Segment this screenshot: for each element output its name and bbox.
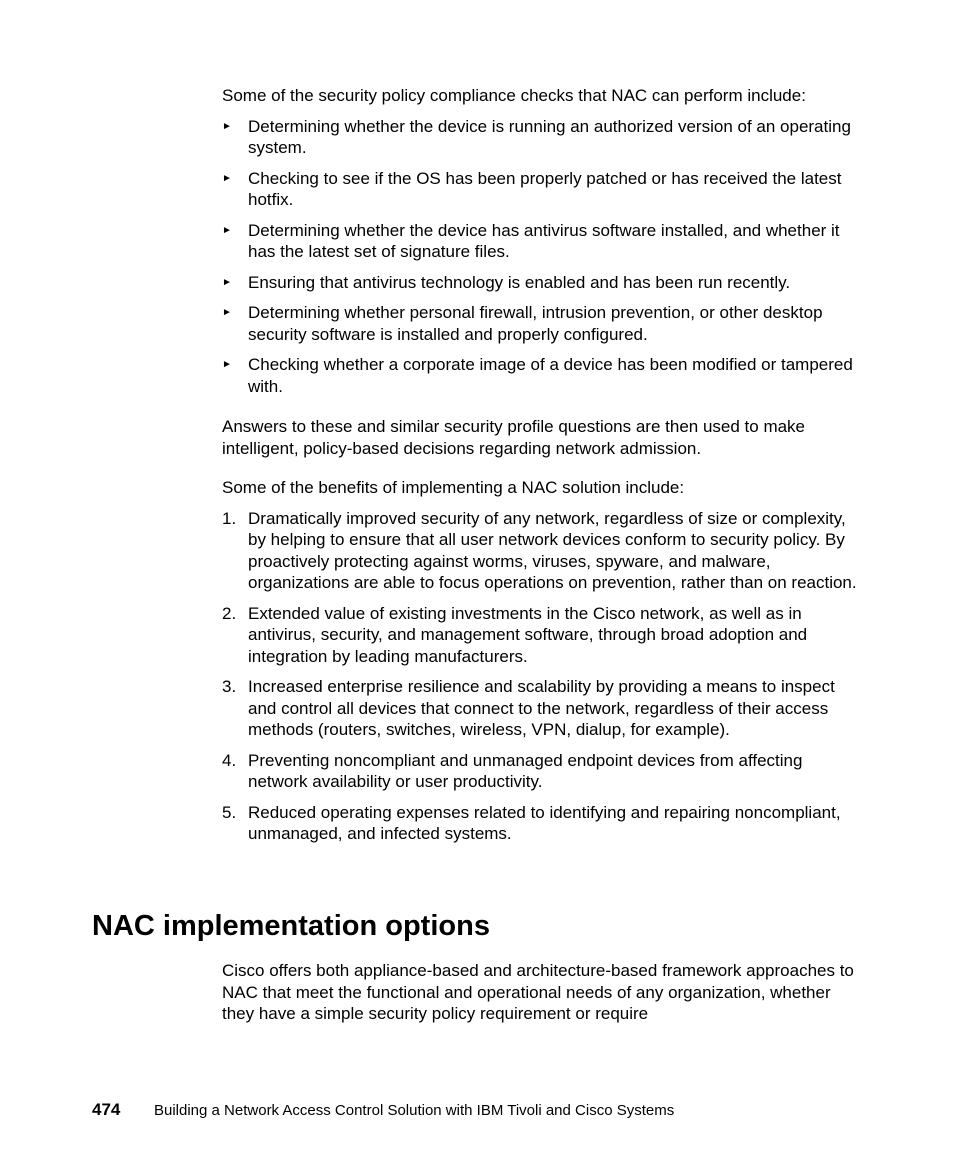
- bullet-triangle-icon: ►: [222, 307, 232, 318]
- list-item-number: 3.: [222, 677, 237, 696]
- list-item-text: Ensuring that antivirus technology is enabled and has been run recently.: [248, 272, 791, 292]
- list-item-number: 5.: [222, 802, 237, 822]
- list-item-text: Dramatically improved security of any network, regardless of size or complexity, by helping to ensure that all user network devices conform to security policy. By proactively protecting against worms, viruses, spyware, and malware, organizations are able to focus operations on prevention, rather than on reaction.: [248, 508, 857, 592]
- bullet-triangle-icon: ►: [222, 224, 232, 236]
- list-item-text: Checking whether a corporate image of a device has been modified or tampered with.: [248, 355, 853, 396]
- bullet-triangle-icon: ►: [222, 276, 232, 288]
- list-item: [222, 508, 862, 594]
- list-item: [222, 750, 862, 793]
- list-item: [222, 302, 862, 345]
- list-item-text: Extended value of existing investments in the Cisco network, as well as in antivirus, security, and management software, through broad adoption and integration by leading manufacturers.: [248, 603, 808, 666]
- benefits-section: [222, 477, 862, 854]
- list-item-text: Reduced operating expenses related to identifying and repairing noncompliant, unmanaged, and infected systems.: [248, 802, 841, 843]
- benefits-intro: Some of the benefits of implementing a NAC solution include:: [222, 478, 685, 497]
- list-item: [222, 354, 862, 397]
- compliance-checks-section: [222, 85, 862, 406]
- list-item-text: Preventing noncompliant and unmanaged endpoint devices from affecting network availability or user productivity.: [248, 750, 803, 791]
- list-item-number: 1.: [222, 508, 237, 528]
- list-item: [222, 603, 862, 668]
- list-item-text: Determining whether the device has antivirus software installed, and whether it has the latest set of signature files.: [248, 220, 840, 261]
- bullet-triangle-icon: ►: [222, 120, 232, 132]
- list-item: [222, 220, 862, 263]
- list-item-text: Increased enterprise resilience and scalability by providing a means to inspect and control all devices that connect to the network, regardless of their access methods (routers, switches, wireless, VPN, dialup, for example).: [248, 677, 835, 739]
- list-item: [222, 168, 862, 211]
- answers-paragraph: Answers to these and similar security profile questions are then used to make intelligent, policy-based decisions regarding network admission.: [222, 417, 806, 458]
- list-item: [222, 116, 862, 159]
- list-item-text: Determining whether personal firewall, intrusion prevention, or other desktop security software is installed and properly configured.: [248, 303, 823, 344]
- benefits-list: [222, 508, 862, 845]
- list-item-number: 2.: [222, 603, 237, 623]
- page-number: 474: [92, 1100, 121, 1119]
- bullet-triangle-icon: ►: [222, 172, 232, 184]
- list-item: [222, 272, 862, 294]
- section-heading: NAC implementation options: [92, 910, 490, 942]
- page-footer: [92, 1100, 674, 1121]
- list-item: [222, 676, 862, 741]
- list-item-text: Determining whether the device is running an authorized version of an operating system.: [248, 116, 851, 157]
- list-item: [222, 802, 862, 845]
- list-item-text: Checking to see if the OS has been properly patched or has received the latest hotfix.: [248, 168, 842, 209]
- compliance-checks-intro: Some of the security policy compliance checks that NAC can perform include:: [222, 86, 806, 105]
- cisco-paragraph: Cisco offers both appliance-based and architecture-based framework approaches to NAC that meet the functional and operational needs of any organization, whether they have a simple security policy requirement or require: [222, 961, 854, 1023]
- bullet-triangle-icon: ►: [222, 359, 232, 370]
- compliance-checks-list: [222, 116, 862, 398]
- list-item-number: 4.: [222, 750, 237, 770]
- book-title: Building a Network Access Control Solution with IBM Tivoli and Cisco Systems: [154, 1102, 675, 1119]
